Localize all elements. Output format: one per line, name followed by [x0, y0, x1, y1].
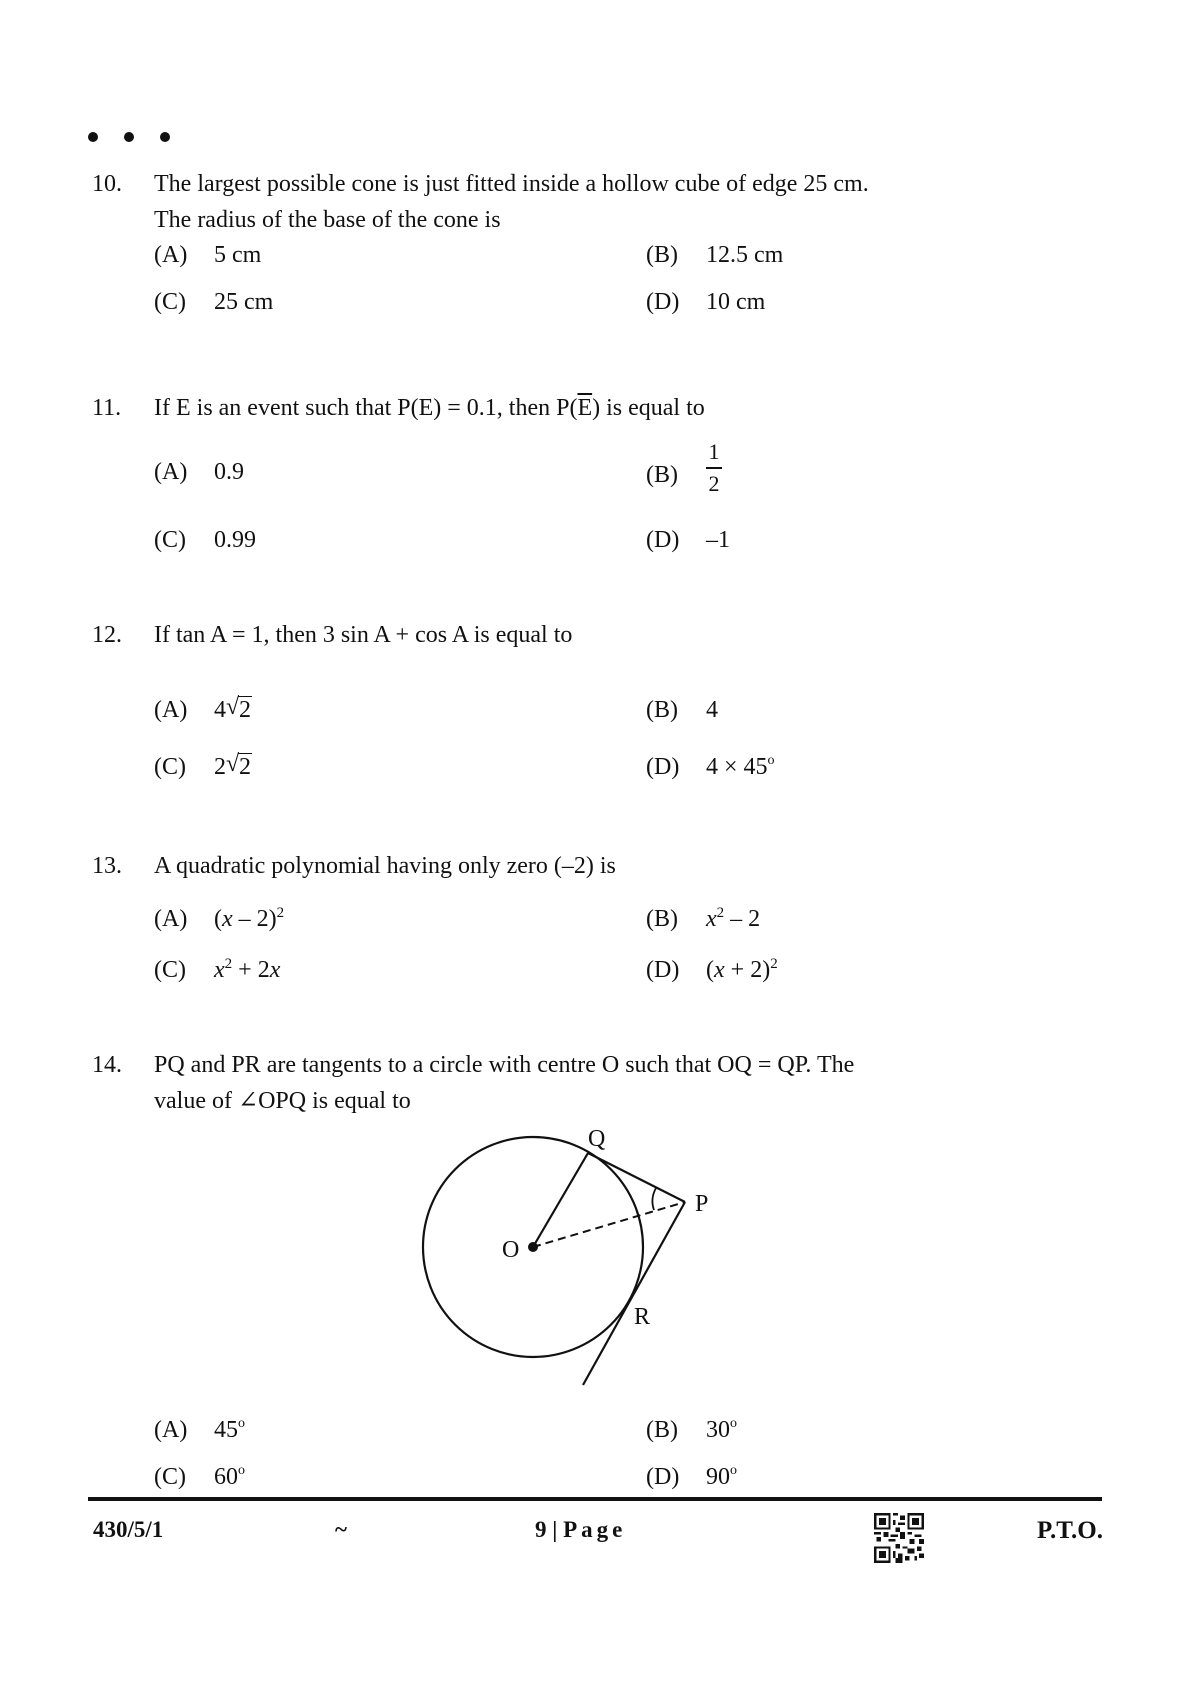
- denominator: 2: [708, 470, 720, 496]
- option-value: 0.9: [214, 459, 244, 485]
- option-value: 90: [706, 1464, 730, 1490]
- option-label: (B): [646, 462, 678, 489]
- expr-part: (: [706, 957, 714, 983]
- question-text: A quadratic polynomial having only zero (–2) is: [154, 853, 616, 879]
- option-value: 60: [214, 1464, 238, 1490]
- option-label: (B): [646, 1417, 678, 1443]
- degree-symbol: o: [767, 753, 775, 768]
- option-value: 12.5 cm: [706, 242, 784, 268]
- option-label: (C): [154, 1464, 186, 1490]
- angle-mark-icon: [652, 1188, 656, 1210]
- option-value: 5 cm: [214, 242, 262, 268]
- option-value: –1: [706, 527, 730, 553]
- label-r: R: [634, 1304, 651, 1330]
- label-q: Q: [588, 1126, 606, 1152]
- variable: x: [214, 957, 225, 983]
- expr-part: – 2): [232, 906, 277, 932]
- option-label: (A): [154, 242, 188, 268]
- coefficient: 4: [214, 697, 226, 723]
- coefficient: 2: [214, 754, 226, 780]
- page-label: Page: [563, 1517, 627, 1542]
- center-point: [528, 1242, 538, 1252]
- variable: x: [706, 906, 717, 932]
- expr-part: (: [214, 906, 222, 932]
- expr-part: + 2: [232, 957, 270, 983]
- radical-sign-icon: √: [226, 751, 240, 777]
- complement-event: $\overline{E}$: [577, 395, 593, 421]
- question-number: 13.: [92, 853, 122, 879]
- footer-divider: [88, 1497, 1102, 1501]
- expr-part: – 2: [724, 906, 761, 932]
- variable: x: [714, 957, 725, 983]
- radicand: 2: [239, 697, 251, 723]
- variable: x: [269, 957, 281, 983]
- option-label: (C): [154, 754, 186, 780]
- option-label: (D): [646, 527, 680, 553]
- exponent: 2: [224, 956, 233, 972]
- expr-part: + 2): [724, 957, 771, 983]
- question-number: 12.: [92, 622, 122, 648]
- option-label: (B): [646, 242, 678, 268]
- radical-sign-icon: √: [226, 694, 240, 720]
- radicand: 2: [239, 754, 251, 780]
- degree-symbol: o: [730, 1416, 737, 1431]
- question-number: 10.: [92, 171, 122, 197]
- option-14-a[interactable]: [154, 1415, 245, 1445]
- page-number: 9 | Page: [535, 1517, 627, 1542]
- question-number: 14.: [92, 1052, 122, 1078]
- option-14-b[interactable]: [646, 1415, 737, 1445]
- question-number: 11.: [92, 395, 122, 421]
- variable: x: [222, 906, 233, 932]
- degree-symbol: o: [730, 1463, 737, 1478]
- question-text-line: value of ∠OPQ is equal to: [154, 1088, 411, 1114]
- label-p: P: [695, 1191, 709, 1217]
- exponent: 2: [276, 905, 285, 921]
- tangent-pr: [583, 1202, 685, 1385]
- qr-code-icon: [873, 1513, 925, 1563]
- question-text-line: The radius of the base of the cone is: [154, 207, 501, 233]
- option-label: (A): [154, 697, 188, 723]
- question-text: If tan A = 1, then 3 sin A + cos A is equal to: [154, 622, 573, 648]
- option-value: 10 cm: [706, 289, 766, 315]
- page-number-value: 9: [535, 1517, 547, 1542]
- option-value: 45: [214, 1417, 238, 1443]
- option-label: (C): [154, 527, 186, 553]
- question-text-line: The largest possible cone is just fitted inside a hollow cube of edge 25 cm.: [154, 171, 869, 197]
- option-label: (A): [154, 459, 188, 485]
- degree-symbol: o: [238, 1416, 245, 1431]
- exponent: 2: [716, 905, 725, 921]
- option-value: 0.99: [214, 527, 256, 553]
- numerator: 1: [708, 439, 720, 464]
- option-label: (D): [646, 289, 680, 315]
- option-label: (A): [154, 1417, 188, 1443]
- exponent: 2: [770, 956, 778, 972]
- question-text-part: ) is equal to: [592, 395, 705, 421]
- option-label: (D): [646, 754, 680, 780]
- paper-code: 430/5/1: [93, 1517, 164, 1542]
- option-label: (A): [154, 906, 188, 932]
- option-label: (D): [646, 1464, 680, 1490]
- question-text-line: PQ and PR are tangents to a circle with centre O such that OQ = QP. The: [154, 1052, 855, 1078]
- option-label: (C): [154, 289, 186, 315]
- degree-symbol: o: [238, 1463, 245, 1478]
- option-14-c[interactable]: [154, 1462, 245, 1492]
- footer-separator: ~: [335, 1517, 347, 1542]
- tangent-pq: [588, 1153, 685, 1202]
- option-value: 25 cm: [214, 289, 274, 315]
- option-label: (D): [646, 957, 680, 983]
- label-o: O: [502, 1237, 520, 1263]
- option-14-d[interactable]: [646, 1462, 737, 1492]
- option-label: (C): [154, 957, 186, 983]
- please-turn-over: P.T.O.: [1037, 1517, 1103, 1544]
- question-text-part: If E is an event such that P(E) = 0.1, then P(: [154, 395, 578, 421]
- option-label: (B): [646, 697, 678, 723]
- radius-oq: [533, 1153, 588, 1247]
- option-value: 30: [706, 1417, 730, 1443]
- option-label: (B): [646, 906, 678, 932]
- option-value: 4 × 45: [706, 754, 768, 780]
- option-value: 4: [706, 697, 718, 723]
